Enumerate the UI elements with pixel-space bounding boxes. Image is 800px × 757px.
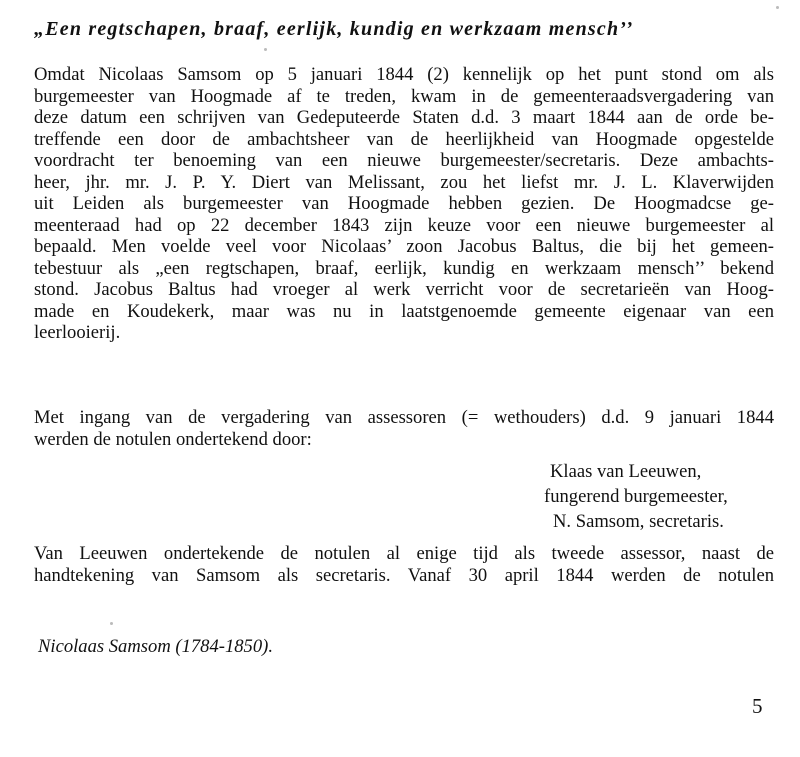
text-line: Met ingang van de vergadering van assessoren (= wethouders) d.d. 9 januari 1844 (34, 407, 774, 428)
text-line: leerlooierij. (34, 322, 121, 343)
text-line: werden de notulen ondertekend door: (34, 428, 312, 450)
text-line: uit Leiden als burgemeester van Hoogmade hebben gezien. De Hoogmadcse ge- (34, 193, 774, 214)
scan-speck (264, 48, 267, 51)
page-number: 5 (752, 694, 763, 718)
text-line: burgemeester van Hoogmade af te treden, kwam in de gemeenteraadsvergadering van (34, 85, 774, 107)
image-caption: Nicolaas Samsom (1784-1850). (38, 636, 273, 657)
text-line: heer, jhr. mr. J. P. Y. Diert van Melissant, zou het liefst mr. J. L. Klaverwijden (34, 171, 774, 193)
paragraph-3 (34, 543, 774, 586)
text-line: handtekening van Samsom als secretaris. Vanaf 30 april 1844 werden de notulen (34, 564, 774, 586)
text-line: voordracht ter benoeming van een nieuwe burgemeester/secretaris. Deze ambachts- (34, 150, 774, 171)
paragraph-2 (34, 407, 774, 450)
signature-line: Klaas van Leeuwen, (550, 461, 702, 482)
text-line: deze datum een schrijven van Gedeputeerde Staten d.d. 3 maart 1844 aan de orde be- (34, 107, 774, 128)
section-heading: „Een regtschapen, braaf, eerlijk, kundig en werkzaam mensch’’ (34, 18, 634, 40)
paragraph-1 (34, 64, 774, 344)
text-line: bepaald. Men voelde veel voor Nicolaas’ zoon Jacobus Baltus, die bij het gemeen- (34, 236, 774, 257)
scan-speck (110, 622, 113, 625)
scan-speck (776, 6, 779, 9)
text-line: Omdat Nicolaas Samsom op 5 januari 1844 (2) kennelijk op het punt stond om als (34, 64, 774, 85)
text-line: treffende een door de ambachtsheer van de heerlijkheid van Hoogmade opgestelde (34, 128, 774, 150)
text-line: Van Leeuwen ondertekende de notulen al enige tijd als tweede assessor, naast de (34, 543, 774, 564)
text-line: stond. Jacobus Baltus had vroeger al werk verricht voor de secretarieën van Hoog- (34, 279, 774, 300)
text-line: meenteraad had op 22 december 1843 zijn keuze voor een nieuwe burgemeester al (34, 214, 774, 236)
signature-line: fungerend burgemeester, (544, 486, 728, 507)
signature-line: N. Samsom, secretaris. (553, 511, 724, 532)
text-line: made en Koudekerk, maar was nu in laatstgenoemde gemeente eigenaar van een (34, 300, 774, 322)
text-line: tebestuur als „een regtschapen, braaf, eerlijk, kundig en werkzaam mensch’’ bekend (34, 257, 774, 279)
signature-block (532, 459, 782, 534)
